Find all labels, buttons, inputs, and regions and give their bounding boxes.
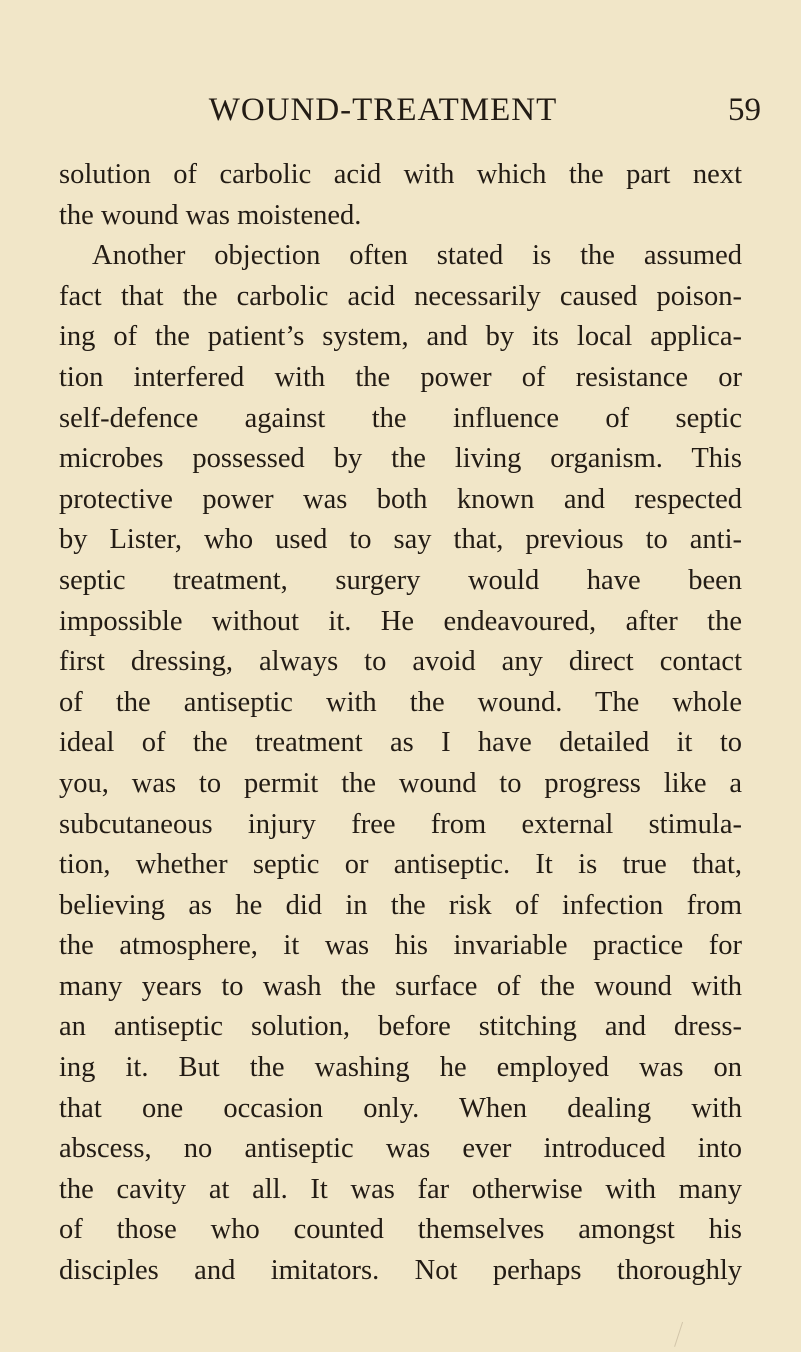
text-line: self-defence against the influence of septic: [59, 402, 742, 434]
text-line: ideal of the treatment as I have detailed it to: [59, 727, 742, 759]
text-line: believing as he did in the risk of infection from: [59, 889, 742, 921]
text-line: subcutaneous injury free from external stimula-: [59, 808, 742, 840]
text-line: many years to wash the surface of the wound with: [59, 970, 742, 1002]
text-line: that one occasion only. When dealing with: [59, 1092, 742, 1124]
page-number: 59: [728, 92, 761, 128]
text-line: of those who counted themselves amongst his: [59, 1214, 742, 1246]
text-line: tion interfered with the power of resistance or: [59, 361, 742, 393]
text-line: microbes possessed by the living organism. This: [59, 443, 742, 475]
text-line: first dressing, always to avoid any direct contact: [59, 646, 742, 678]
text-line: protective power was both known and respected: [59, 483, 742, 515]
text-line: of the antiseptic with the wound. The whole: [59, 686, 742, 718]
text-line: solution of carbolic acid with which the part next: [59, 159, 742, 190]
body-text: [59, 155, 742, 1292]
running-head-title: WOUND-TREATMENT: [208, 92, 558, 128]
paper-mark: [674, 1322, 687, 1348]
text-line: the wound was moistened.: [59, 199, 362, 231]
text-line: tion, whether septic or antiseptic. It is true that,: [59, 849, 742, 881]
text-line: disciples and imitators. Not perhaps thoroughly: [59, 1255, 742, 1287]
text-line: by Lister, who used to say that, previous to anti-: [59, 524, 742, 556]
text-line: ing it. But the washing he employed was on: [59, 1052, 742, 1084]
text-line: you, was to permit the wound to progress like a: [59, 767, 742, 799]
text-line: an antiseptic solution, before stitching and dress-: [59, 1011, 742, 1043]
text-line: ing of the patient’s system, and by its local applica-: [59, 321, 742, 353]
text-line: abscess, no antiseptic was ever introduced into: [59, 1133, 742, 1165]
text-line: Another objection often stated is the assumed: [92, 240, 742, 272]
text-line: fact that the carbolic acid necessarily caused poison-: [59, 280, 742, 312]
text-line: the atmosphere, it was his invariable practice for: [59, 930, 742, 962]
text-line: the cavity at all. It was far otherwise with many: [59, 1173, 742, 1205]
text-line: impossible without it. He endeavoured, after the: [59, 605, 742, 637]
text-line: septic treatment, surgery would have been: [59, 564, 742, 596]
